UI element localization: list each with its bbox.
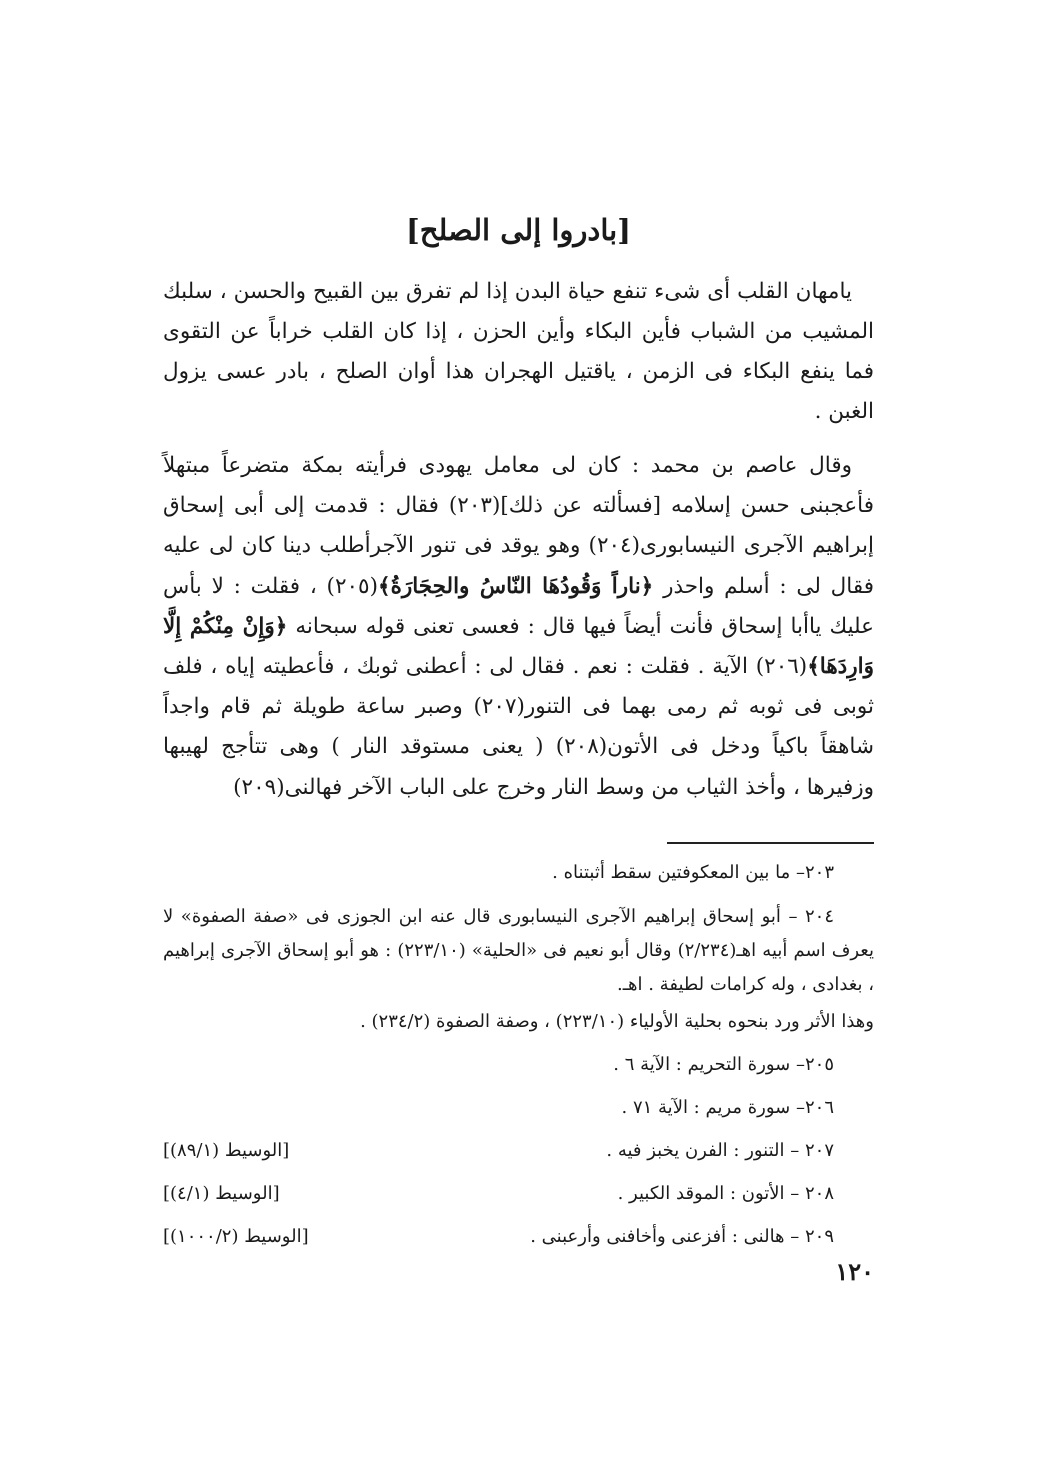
footnote-206: ٢٠٦– سورة مريم : الآية ٧١ .	[621, 1097, 834, 1118]
footnote-208-reference: [الوسيط (٤/١)]	[163, 1183, 280, 1204]
footnote-208: ٢٠٨ – الأتون : الموقد الكبير .	[617, 1183, 834, 1204]
paragraph-2	[163, 446, 874, 808]
footnote-207: ٢٠٧ – التنور : الفرن يخبز فيه .	[606, 1140, 834, 1161]
paragraph-2-part-3: (٢٠٦) الآية . فقلت : نعم . فقال لى : أعطنى ثوبك ، فأعطيته إياه ، فلف ثوبى فى ثوبه ثم رمى بهما فى التنور(٢٠٧) وصبر ساعة طويلة ثم قام واجداً شاهقاً باكياً ودخل فى الأتون(٢٠٨) ( يعنى مستوقد النار ) وهى تتأجج لهيبها وزفيرها ، وأخذ الثياب من وسط النار وخرج على الباب الآخر فهالنى(٢٠٩)	[163, 654, 874, 800]
footnote-209: ٢٠٩ – هالنى : أفزعنى وأخافنى وأرعبنى .	[530, 1226, 834, 1247]
footnote-207-reference: [الوسيط (٨٩/١)]	[163, 1140, 290, 1161]
footnote-204: ٢٠٤ – أبو إسحاق إبراهيم الآجرى النيسابورى قال عنه ابن الجوزى فى «صفة الصفوة» لا يعرف اسم أبيه اهـ(٢/٢٣٤) وقال أبو نعيم فى «الحلية» (٢٢٣/١٠) : هو أبو إسحاق الآجرى إبراهيم ، بغدادى ، وله كرامات لطيفة . اهـ.	[163, 906, 874, 995]
paragraph-1	[163, 272, 874, 432]
paragraph-2-part-1: وقال عاصم بن محمد : كان لى معامل يهودى فرأيته بمكة متضرعاً مبتهلاً فأعجبنى حسن إسلامه [فسألته عن ذلك](٢٠٣) فقال : قدمت إلى أبى إسحاق إبراهيم الآجرى النيسابورى(٢٠٤) وهو يوقد فى تنور الآجرأطلب دينا كان لى عليه فقال لى : أسلم واحذر	[163, 453, 875, 599]
footnote-203: ٢٠٣– ما بين المعكوفتين سقط أثبتناه .	[552, 862, 834, 883]
footnote-204-note: وهذا الأثر ورد بنحوه بحلية الأولياء (٢٢٣/١٠) ، وصفة الصفوة (٢٣٤/٢) .	[360, 1011, 874, 1032]
quran-verse-1: ﴿ناراً وَقُودُهَا النّاسُ والحِجَارَةُ﴾	[377, 573, 654, 599]
quran-verse-2: ﴿وَإِنْ مِنْكُمْ إِلَّا وَارِدَهَا﴾	[163, 613, 874, 680]
footnote-separator	[667, 842, 874, 844]
paragraph-2-text	[163, 446, 874, 808]
footnote-209-reference: [الوسيط (١٠٠٠/٢)]	[163, 1226, 309, 1247]
section-title: [بادروا إلى الصلح]	[406, 213, 631, 247]
paragraph-2-part-2: (٢٠٥) ، فقلت : لا بأس عليك ياأبا إسحاق فأنت أيضاً فيها قال : فعسى تعنى قوله سبحانه	[163, 573, 874, 639]
page-number: ١٢٠	[835, 1257, 874, 1286]
paragraph-1-text: يامهان القلب أى شىء تنفع حياة البدن إذا لم تفرق بين القبيح والحسن ، سلبك المشيب من الشباب فأين البكاء وأين الحزن ، إذا كان القلب خراباً عن التقوى فما ينفع البكاء فى الزمن ، ياقتيل الهجران هذا أوان الصلح ، بادر عسى يزول الغبن .	[163, 279, 874, 424]
footnote-205: ٢٠٥– سورة التحريم : الآية ٦ .	[613, 1054, 834, 1075]
